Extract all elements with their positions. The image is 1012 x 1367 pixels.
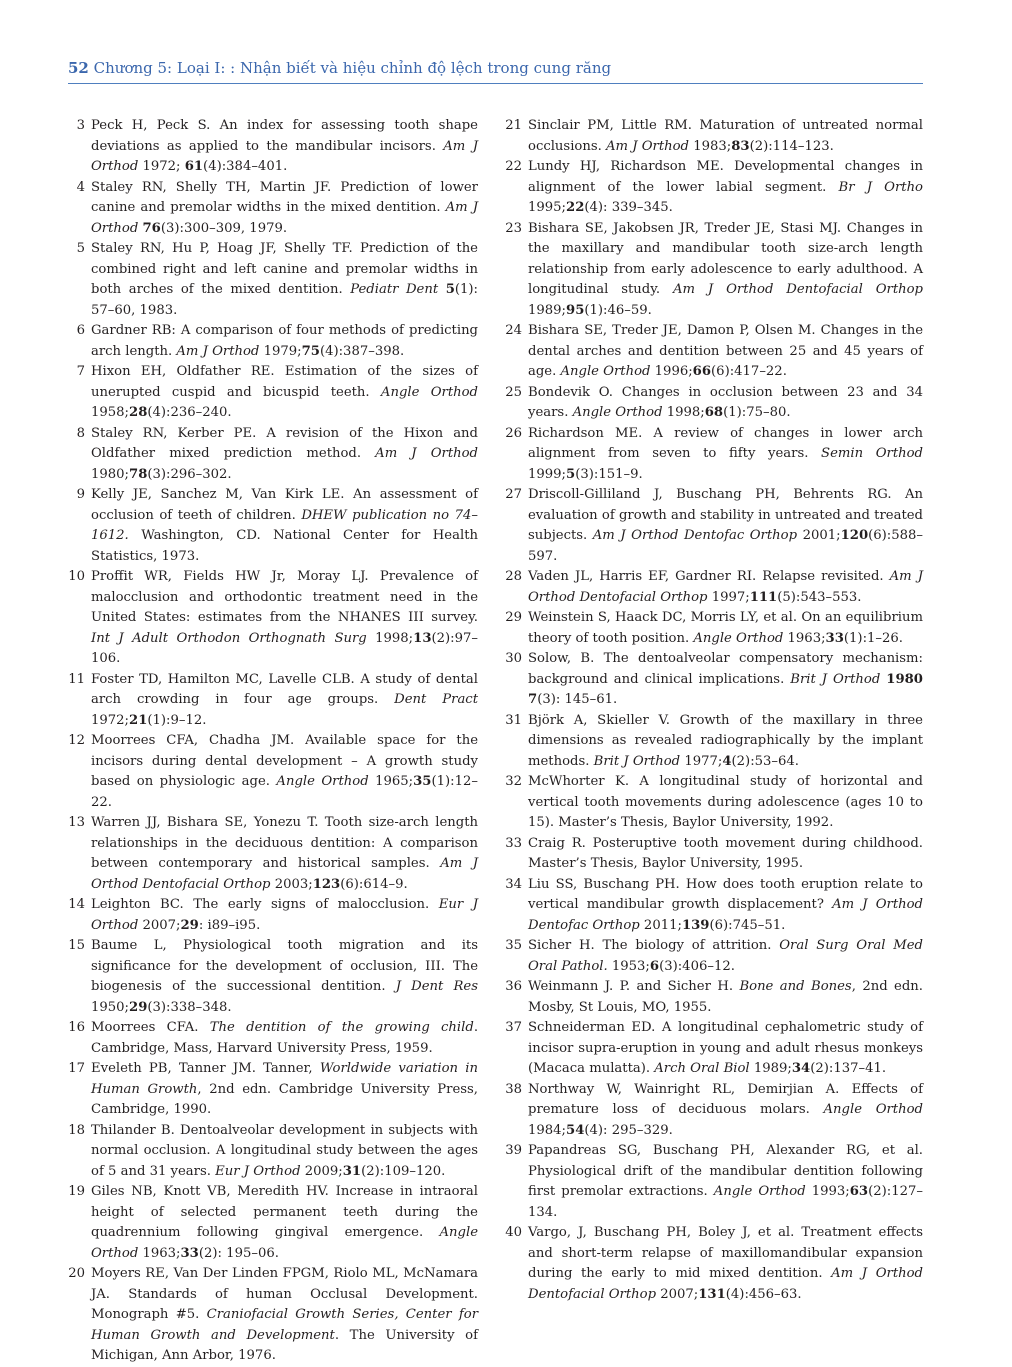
reference-text: 1999; (528, 466, 567, 482)
reference-text: Thilander B. Dentoalveolar development in subjects with normal occlusion. A longitudinal study between the ages of 5 and 31 years. (91, 1122, 478, 1179)
journal-name: Brit J Orthod (790, 671, 881, 687)
reference-number: 17 (68, 1061, 85, 1076)
journal-name: Oral Surg Oral Med Oral Pathol. (528, 938, 923, 974)
reference-number: 33 (505, 835, 522, 851)
reference-text: Schneiderman ED. A longitudinal cephalometric study of incisor supra-eruption in young and adult rhesus monkeys (Macaca mulatta). (528, 1020, 923, 1076)
volume-number: 123 (312, 876, 341, 892)
reference-text: (4):384–401. (203, 159, 288, 174)
volume-number: 6 (649, 958, 660, 974)
volume-number: 83 (731, 138, 750, 154)
reference-text: 1998; (662, 405, 705, 420)
reference-item (505, 1018, 923, 1080)
reference-text: , 2nd edn. Cambridge University Press, Cambridge, 1990. (91, 1081, 478, 1117)
reference-item (68, 936, 478, 1018)
reference-item (505, 321, 923, 383)
reference-text: 1980; (91, 466, 130, 482)
reference-text: (2):137–41. (810, 1061, 887, 1076)
reference-number: 8 (76, 425, 85, 441)
reference-text: (6):745–51. (709, 917, 786, 933)
reference-text: Papandreas SG, Buschang PH, Alexander RG, et al. Physiological drift of the mandibular dentition following first premolar extractions. (528, 1143, 923, 1199)
reference-text: . The University of Michigan, Ann Arbor, 1976. (91, 1327, 478, 1363)
reference-number: 39 (505, 1143, 522, 1158)
journal-name: Angle Orthod (380, 384, 478, 400)
reference-item (68, 567, 478, 670)
reference-text: 1972; (91, 712, 130, 728)
journal-name: Am J Orthod (606, 138, 689, 154)
reference-text: (3):300–309, 1979. (160, 220, 288, 236)
reference-text: Gardner RB: A comparison of four methods of predicting arch length. (91, 323, 478, 359)
reference-text (438, 282, 446, 297)
reference-text: 1995; (528, 200, 567, 215)
reference-text: 1963; (138, 1245, 181, 1261)
reference-item (505, 772, 923, 834)
reference-number: 35 (505, 938, 522, 953)
reference-item (505, 936, 923, 977)
reference-item (68, 813, 478, 895)
reference-text: Moorrees CFA, Chadha JM. Available space for the incisors during dental development – A growth study based on physiologic age. (91, 733, 478, 789)
reference-number: 15 (68, 938, 85, 953)
reference-text: 1977; (680, 753, 723, 769)
reference-text: (5):543–553. (777, 589, 862, 605)
reference-text: Staley RN, Hu P, Hoag JF, Shelly TF. Prediction of the combined right and left canine and premolar widths in both arches of the mixed dentition. (91, 241, 478, 297)
reference-text: 1993; (805, 1184, 850, 1199)
journal-name: DHEW publication no 74–1612. (91, 507, 478, 543)
volume-number: 5 (445, 282, 455, 297)
reference-text: 1989; (749, 1061, 792, 1076)
reference-text: (2):97–106. (91, 630, 478, 666)
reference-text: (6):417–22. (711, 364, 787, 379)
reference-text: (2):109–120. (361, 1163, 446, 1179)
journal-name: Am J Orthod Dentofacial Orthop (528, 1266, 923, 1302)
reference-text: (2):53–64. (731, 753, 799, 769)
reference-number: 5 (76, 241, 85, 256)
journal-name: Am J Orthod Dentofacial Orthop (673, 282, 923, 297)
journal-name: Angle Orthod (823, 1102, 923, 1117)
reference-item (68, 116, 478, 178)
reference-number: 19 (68, 1184, 85, 1199)
reference-text: 1989; (528, 302, 567, 318)
reference-text: Bondevik O. Changes in occlusion between 23 and 34 years. (528, 384, 923, 420)
reference-text: 1997; (707, 589, 750, 605)
reference-text: 1958; (91, 405, 130, 420)
reference-text: : i89–i95. (198, 917, 261, 933)
reference-text: (1):12–22. (91, 774, 478, 810)
volume-number: 35 (413, 774, 432, 789)
volume-number: 33 (825, 630, 844, 646)
references-right-column (505, 116, 923, 1305)
journal-name: Am J Orthod (375, 446, 478, 461)
volume-number: 29 (180, 917, 199, 933)
volume-number: 5 (566, 466, 576, 482)
reference-item (68, 1182, 478, 1264)
reference-item (68, 362, 478, 424)
reference-number: 6 (76, 323, 85, 338)
reference-number: 20 (68, 1266, 85, 1281)
journal-name: Am J Orthod (176, 343, 260, 359)
volume-number: 111 (749, 589, 778, 605)
reference-item (68, 670, 478, 732)
journal-name: Am J Orthod Dentofac Orthop (528, 897, 923, 933)
journal-name: Int J Adult Orthodon Orthognath Surg (91, 630, 367, 646)
reference-text: Peck H, Peck S. An index for assessing tooth shape deviations as applied to the mandibular incisors. (91, 118, 478, 154)
reference-text: Foster TD, Hamilton MC, Lavelle CLB. A study of dental arch crowding in four age groups. (91, 671, 478, 707)
reference-text: (1):75–80. (723, 405, 791, 420)
running-header (68, 58, 923, 84)
reference-number: 32 (505, 774, 522, 789)
page-number: 52 (68, 59, 89, 77)
reference-text: 1965; (368, 774, 414, 789)
reference-text: Moyers RE, Van Der Linden FPGM, Riolo ML, McNamara JA. Standards of human Occlusal Development. Monograph #5. (91, 1266, 478, 1322)
reference-item (505, 383, 923, 424)
journal-name: Worldwide variation in Human Growth (91, 1061, 478, 1097)
volume-number: 61 (184, 159, 204, 174)
volume-number: 63 (849, 1184, 869, 1199)
reference-text: Craig R. Posteruptive tooth movement during childhood. Master’s Thesis, Baylor University, 1995. (528, 835, 923, 871)
journal-name: Angle Orthod (572, 405, 663, 420)
reference-item (68, 239, 478, 321)
volume-number: 54 (566, 1122, 585, 1138)
journal-name: Bone and Bones (739, 979, 852, 994)
volume-number: 120 (840, 528, 869, 543)
reference-text: Kelly JE, Sanchez M, Van Kirk LE. An assessment of occlusion of teeth of children. (91, 487, 478, 523)
reference-item (505, 1080, 923, 1142)
reference-text: Moorrees CFA. (91, 1020, 210, 1035)
volume-number: 4 (722, 753, 732, 769)
reference-text: , 2nd edn. Mosby, St Louis, MO, 1955. (528, 979, 923, 1015)
reference-text: (4): 295–329. (584, 1122, 673, 1138)
journal-name: Angle Orthod (713, 1184, 806, 1199)
reference-text: Sicher H. The biology of attrition. (528, 938, 780, 953)
journal-name: Am J Orthod Dentofac Orthop (592, 528, 798, 543)
reference-text: . Cambridge, Mass, Harvard University Press, 1959. (91, 1020, 479, 1056)
journal-name: Am J Orthod Dentofacial Orthop (528, 569, 923, 605)
reference-item (68, 895, 478, 936)
reference-text: (4):387–398. (319, 343, 405, 359)
volume-number: 78 (129, 466, 148, 482)
reference-text: Northway W, Wainright RL, Demirjian A. Effects of premature loss of deciduous molars. (528, 1081, 923, 1117)
reference-item (505, 875, 923, 937)
chapter-title: Loại I: : Nhận biết và hiệu chỉnh độ lệch trong cung răng (176, 59, 612, 77)
reference-text: 2001; (797, 528, 841, 543)
volume-number: 75 (301, 343, 320, 359)
reference-item (505, 1223, 923, 1305)
reference-text: (4):456–63. (725, 1286, 802, 1302)
volume-number: 76 (142, 220, 161, 236)
reference-number: 21 (505, 118, 522, 133)
reference-item (68, 1018, 478, 1059)
volume-number: 1980 7 (528, 671, 923, 707)
reference-text: 1998; (366, 630, 414, 646)
reference-number: 28 (505, 569, 522, 584)
reference-item (505, 649, 923, 711)
journal-name: Am J Orthod (91, 200, 478, 236)
reference-text: (1):1–26. (843, 630, 903, 646)
reference-text: (1):46–59. (584, 302, 652, 318)
reference-text: (3):296–302. (147, 466, 232, 482)
reference-number: 26 (505, 425, 522, 441)
journal-name: The dentition of the growing child (209, 1020, 474, 1035)
reference-text: (3):406–12. (659, 958, 735, 974)
reference-item (68, 321, 478, 362)
journal-name: Angle Orthod (693, 630, 784, 646)
reference-text: (3): 145–61. (537, 692, 618, 707)
chapter-label: Chương 5: (93, 59, 173, 77)
reference-text: Lundy HJ, Richardson ME. Developmental changes in alignment of the lower labial segment. (528, 159, 923, 195)
reference-item (505, 219, 923, 322)
reference-text: 1963; (783, 630, 826, 646)
journal-name: Semin Orthod (821, 446, 923, 461)
reference-text: (2):127–134. (528, 1184, 923, 1220)
reference-text: Richardson ME. A review of changes in lower arch alignment from seven to fifty years. (528, 425, 923, 461)
reference-text: Bishara SE, Treder JE, Damon P, Olsen M. Changes in the dental arches and dentition between 25 and 45 years of age. (528, 323, 923, 379)
reference-text: (3):338–348. (147, 999, 232, 1015)
reference-text: Hixon EH, Oldfather RE. Estimation of the sizes of unerupted cuspid and bicuspid teeth. (91, 364, 478, 400)
reference-text: Staley RN, Shelly TH, Martin JF. Prediction of lower canine and premolar widths in the mixed dentition. (91, 179, 478, 215)
reference-number: 23 (505, 220, 522, 236)
references-left-column (68, 116, 478, 1367)
reference-text: 1950; (91, 999, 130, 1015)
reference-item (68, 731, 478, 813)
journal-name: Angle Orthod (276, 774, 369, 789)
reference-number: 40 (505, 1225, 522, 1240)
journal-name: Pediatr Dent (350, 282, 439, 297)
reference-text: 1979; (259, 343, 302, 359)
reference-text: McWhorter K. A longitudinal study of horizontal and vertical tooth movements during adolescence (ages 10 to 15). Master’s Thesis, Baylor University, 1992. (528, 774, 923, 830)
volume-number: 131 (698, 1286, 726, 1302)
journal-name: Arch Oral Biol (654, 1061, 750, 1076)
reference-item (505, 157, 923, 219)
journal-name: Craniofacial Growth Series, Center for Human Growth and Development (91, 1307, 478, 1343)
reference-text: 1984; (528, 1122, 567, 1138)
reference-number: 13 (68, 815, 85, 830)
reference-text: 1972; (138, 159, 185, 174)
reference-text: Giles NB, Knott VB, Meredith HV. Increase in intraoral height of selected permanent teeth during the quadrennium following gingival emergence. (91, 1184, 478, 1240)
journal-name: Eur J Orthod (215, 1163, 301, 1179)
reference-text: (2):114–123. (749, 138, 834, 154)
journal-name: Angle Orthod (560, 364, 651, 379)
reference-text: Vargo, J, Buschang PH, Boley J, et al. Treatment effects and short-term relapse of maxillomandibular expansion during the early to mid mixed dentition. (528, 1225, 923, 1281)
reference-text: (1): 57–60, 1983. (91, 282, 478, 318)
reference-text: (3):151–9. (575, 466, 643, 482)
reference-text: (4):236–240. (147, 405, 232, 420)
reference-text: Weinmann J. P. and Sicher H. (528, 979, 740, 994)
reference-item (505, 834, 923, 875)
reference-item (505, 116, 923, 157)
reference-item (505, 567, 923, 608)
journal-name: J Dent Res (395, 979, 478, 994)
reference-text: Baume L, Physiological tooth migration and its significance for the development of occlusion, III. The biogenesis of the successional dentition. (91, 938, 478, 994)
reference-number: 38 (505, 1081, 522, 1097)
reference-text: 1953; (607, 958, 650, 974)
reference-number: 4 (76, 179, 85, 195)
reference-number: 30 (505, 651, 522, 666)
reference-item (68, 1121, 478, 1183)
reference-item (68, 485, 478, 567)
reference-number: 9 (76, 487, 85, 502)
reference-number: 22 (505, 159, 522, 174)
reference-text: (6):614–9. (340, 876, 408, 892)
reference-text: Eveleth PB, Tanner JM. Tanner, (91, 1061, 320, 1076)
reference-item (68, 424, 478, 486)
journal-name: Br J Ortho (838, 179, 924, 195)
journal-name: Am J Orthod Dentofacial Orthop (91, 856, 478, 892)
volume-number: 28 (129, 405, 148, 420)
volume-number: 66 (692, 364, 712, 379)
reference-text: (6):588–597. (528, 528, 924, 564)
reference-text: 2009; (300, 1163, 343, 1179)
reference-number: 24 (505, 323, 522, 338)
reference-item (505, 1141, 923, 1223)
reference-text: Vaden JL, Harris EF, Gardner RI. Relapse revisited. (528, 569, 890, 584)
reference-item (505, 608, 923, 649)
reference-number: 14 (68, 897, 85, 912)
reference-text: 1983; (689, 138, 732, 154)
reference-number: 34 (505, 876, 522, 892)
volume-number: 139 (681, 917, 710, 933)
reference-text: Björk A, Skieller V. Growth of the maxillary in three dimensions as revealed radiographically by the implant methods. (528, 712, 923, 769)
volume-number: 29 (129, 999, 148, 1015)
journal-name: Am J Orthod (91, 138, 478, 174)
reference-text: (2): 195–06. (198, 1245, 279, 1261)
reference-text: 2007; (138, 917, 181, 933)
reference-item (68, 1264, 478, 1367)
reference-text: Warren JJ, Bishara SE, Yonezu T. Tooth size-arch length relationships in the deciduous dentition: A comparison between contemporary and historical samples. (91, 815, 478, 871)
volume-number: 68 (704, 405, 724, 420)
journal-name: Eur J Orthod (91, 897, 478, 933)
reference-text: (1):9–12. (147, 712, 207, 728)
reference-number: 11 (68, 671, 85, 687)
reference-text: Driscoll-Gilliland J, Buschang PH, Behrents RG. An evaluation of growth and stability in untreated and treated subjects. (528, 487, 923, 543)
volume-number: 13 (413, 630, 432, 646)
reference-text: 2011; (639, 917, 682, 933)
reference-text: 1996; (650, 364, 693, 379)
reference-item (505, 977, 923, 1018)
reference-number: 29 (505, 610, 522, 625)
reference-number: 10 (68, 569, 85, 584)
reference-item (505, 424, 923, 486)
reference-number: 36 (505, 979, 522, 994)
reference-text: Sinclair PM, Little RM. Maturation of untreated normal occlusions. (528, 118, 923, 154)
reference-number: 18 (68, 1122, 85, 1138)
reference-number: 3 (76, 118, 85, 133)
reference-text: Weinstein S, Haack DC, Morris LY, et al. On an equilibrium theory of tooth position. (528, 610, 923, 646)
reference-text: Solow, B. The dentoalveolar compensatory mechanism: background and clinical implications. (528, 651, 923, 687)
reference-text: Staley RN, Kerber PE. A revision of the Hixon and Oldfather mixed prediction method. (91, 425, 478, 461)
reference-text: Bishara SE, Jakobsen JR, Treder JE, Stasi MJ. Changes in the maxillary and mandibular tooth size-arch length relationship from early adolescence to early adulthood. A longitudinal study. (528, 220, 923, 297)
reference-number: 27 (505, 487, 522, 502)
reference-text: Liu SS, Buschang PH. How does tooth eruption relate to vertical mandibular growth displacement? (528, 876, 923, 912)
volume-number: 22 (566, 200, 585, 215)
reference-item (68, 1059, 478, 1121)
volume-number: 33 (180, 1245, 199, 1261)
reference-text: 2003; (270, 876, 313, 892)
reference-item (505, 485, 923, 567)
reference-text: Leighton BC. The early signs of malocclusion. (91, 897, 439, 912)
volume-number: 31 (342, 1163, 362, 1179)
volume-number: 21 (129, 712, 148, 728)
reference-item (68, 178, 478, 240)
reference-number: 12 (68, 733, 85, 748)
reference-number: 37 (505, 1020, 522, 1035)
journal-name: Angle Orthod (91, 1225, 478, 1261)
reference-number: 25 (505, 384, 522, 400)
volume-number: 95 (566, 302, 585, 318)
reference-number: 31 (505, 712, 522, 728)
reference-text: 2007; (656, 1286, 699, 1302)
reference-text: Proffit WR, Fields HW Jr, Moray LJ. Prevalence of malocclusion and orthodontic treatment need in the United States: estimates from the NHANES III survey. (91, 569, 478, 625)
volume-number: 34 (791, 1061, 811, 1076)
journal-name: Dent Pract (394, 692, 478, 707)
reference-number: 16 (68, 1020, 85, 1035)
journal-name: Brit J Orthod (593, 753, 681, 769)
reference-text: (4): 339–345. (584, 200, 673, 215)
reference-text: Washington, CD. National Center for Health Statistics, 1973. (91, 528, 478, 564)
reference-number: 7 (76, 364, 85, 379)
reference-item (505, 711, 923, 773)
